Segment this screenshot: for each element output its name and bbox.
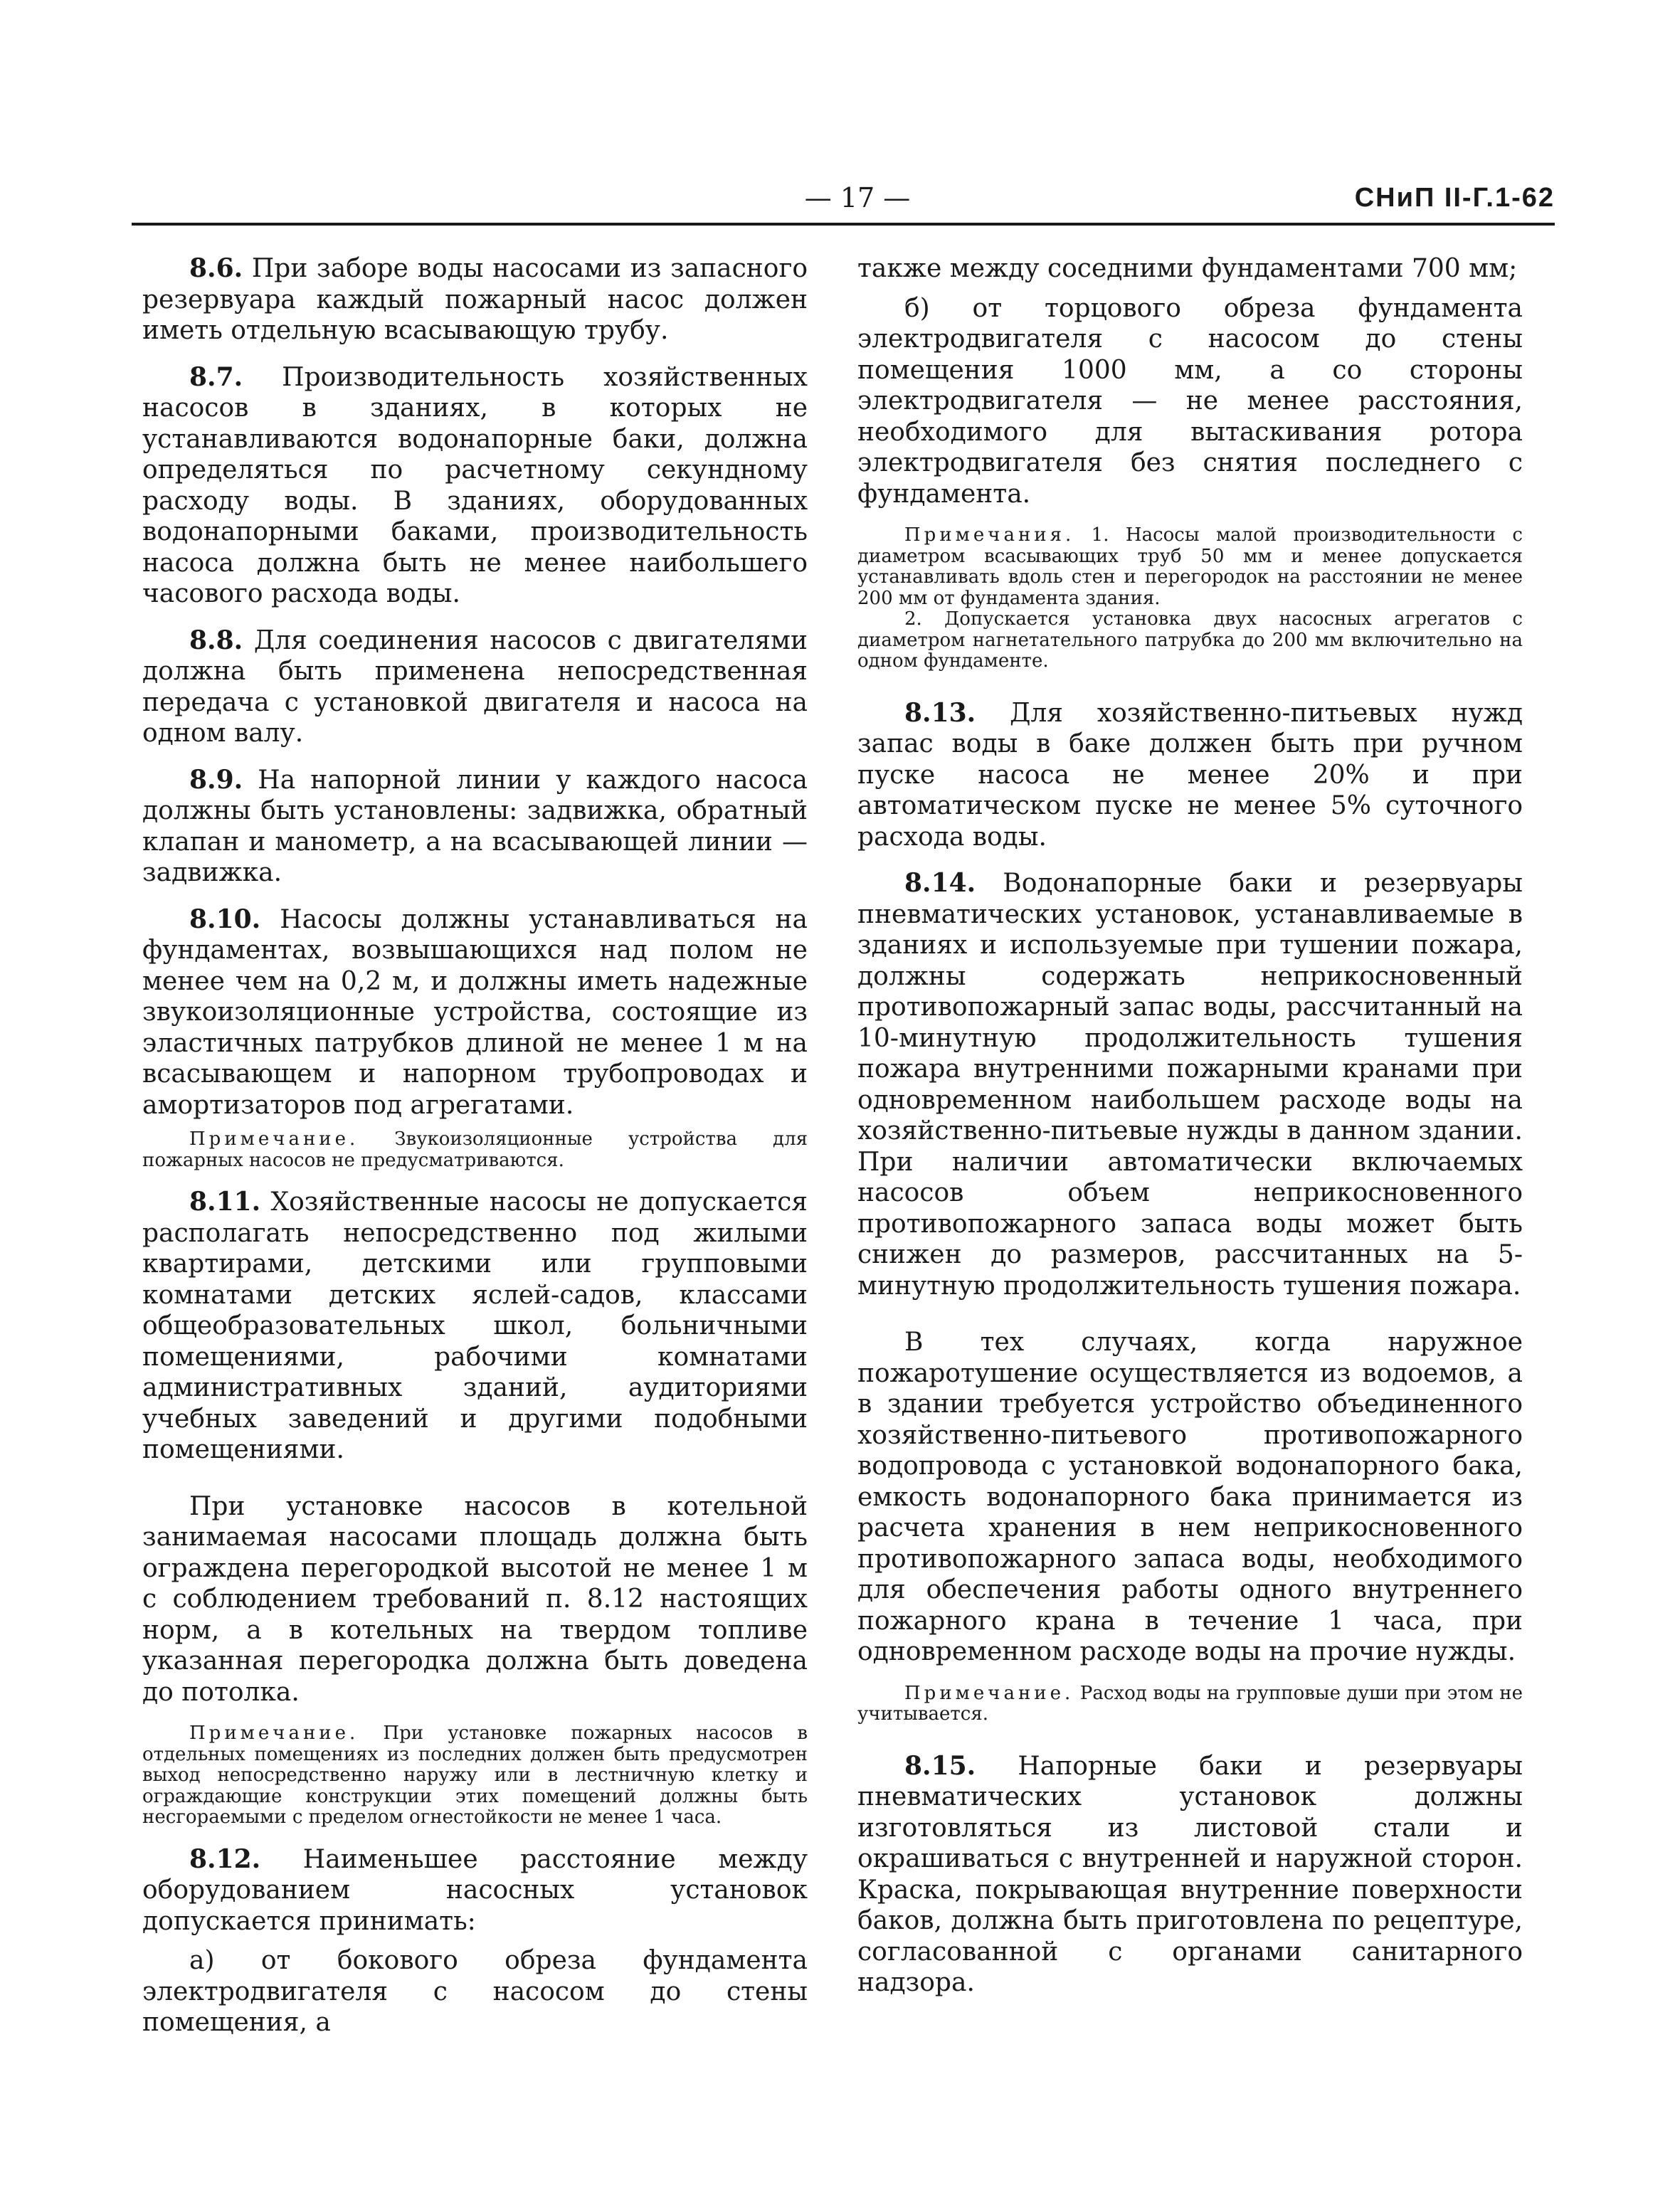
note-8-12-1: Примечания. 1. Насосы малой производительности с диаметром всасывающих труб 50 мм и менее допускается устанавливать вдоль стен и перегородок на расстоянии не менее 200 мм от фундамента здания.	[857, 524, 1523, 609]
clause-8-11: 8.11. Хозяйственные насосы не допускается располагать непосредственно под жилыми квартирами, детскими или групповыми комнатами детских яслей-садов, классами общеобразовательных школ, больничными помещениями, рабочими комнатами административных зданий, аудиториями учебных заведений и другими подобными помещениями.	[142, 1187, 808, 1464]
clause-8-8: 8.8. Для соединения насосов с двигателями должна быть применена непосредственная передача с установкой двигателя и насоса на одном валу.	[142, 625, 808, 748]
clause-8-14: 8.14. Водонапорные баки и резервуары пневматических установок, устанавливаемые в зданиях и используемые при тушении пожара, должны содержать неприкосновенный противопожарный запас воды, рассчитанный на 10-минутную продолжительность тушения пожара внутренними пожарными кранами при одновременном наибольшем расходе воды на хозяйственно-питьевые нужды в данном здании. При наличии автоматически включаемых насосов объем неприкосновенного противопожарного запаса воды может быть снижен до размеров, рассчитанных на 5-минутную продолжительность тушения пожара.	[857, 868, 1523, 1301]
document-code: СНиП II-Г.1-62	[1354, 183, 1555, 213]
header-rule	[132, 223, 1555, 226]
page-number: — 17 —	[804, 182, 911, 213]
clause-8-14-fire: В тех случаях, когда наружное пожаротушение осуществляется из водоемов, а в здании требуется устройство объединенного хозяйственно-питьевого противопожарного водопровода с установкой водонапорного бака, емкость водонапорного бака принимается из расчета хранения в нем неприкосновенного противопожарного запаса воды, необходимого для обеспечения работы одного внутреннего пожарного крана в течение 1 часа, при одновременном расходе воды на прочие нужды.	[857, 1328, 1523, 1666]
clause-8-12: 8.12. Наименьшее расстояние между оборудованием насосных установок допускается принимать:	[142, 1843, 808, 1936]
note-8-10: Примечание. Звукоизоляционные устройства для пожарных насосов не предусматриваются.	[142, 1128, 808, 1171]
clause-8-9: 8.9. На напорной линии у каждого насоса должны быть установлены: задвижка, обратный клапан и манометр, а на всасывающей линии — задвижка.	[142, 764, 808, 887]
clause-8-6: 8.6. При заборе воды насосами из запасного резервуара каждый пожарный насос должен иметь отдельную всасывающую трубу.	[142, 253, 808, 345]
left-column	[142, 253, 808, 2038]
clause-8-13: 8.13. Для хозяйственно-питьевых нужд запас воды в баке должен быть при ручном пуске насоса не менее 20% и при автоматическом пуске не менее 5% суточного расхода воды.	[857, 697, 1523, 852]
right-column	[857, 253, 1523, 1999]
clause-8-7: 8.7. Производительность хозяйственных насосов в зданиях, в которых не устанавливаются водонапорные баки, должна определяться по расчетному секундному расходу воды. В зданиях, оборудованных водонапорными баками, производительность насоса должна быть не менее наибольшего часового расхода воды.	[142, 361, 808, 608]
clause-8-11-boiler: При установке насосов в котельной занимаемая насосами площадь должна быть ограждена перегородкой высотой не менее 1 м с соблюдением требований п. 8.12 настоящих норм, а в котельных на твердом топливе указанная перегородка должна быть доведена до потолка.	[142, 1491, 808, 1707]
clause-8-12-a-continued: также между соседними фундаментами 700 мм;	[857, 254, 1518, 283]
clause-8-15: 8.15. Напорные баки и резервуары пневматических установок должны изготовляться из листовой стали и окрашиваться с внутренней и наружной сторон. Краска, покрывающая внутренние поверхности баков, должна быть приготовлена по рецептуре, согласованной с органами санитарного надзора.	[857, 1750, 1523, 1997]
clause-8-10: 8.10. Насосы должны устанавливаться на фундаментах, возвышающихся над полом не менее чем на 0,2 м, и должны иметь надежные звукоизоляционные устройства, состоящие из эластичных патрубков длиной не менее 1 м на всасывающем и напорном трубопроводах и амортизаторов под агрегатами.	[142, 904, 808, 1120]
note-8-12-2: 2. Допускается установка двух насосных агрегатов с диаметром нагнетательного патрубка до 200 мм включительно на одном фундаменте.	[857, 608, 1523, 672]
clause-8-12-a: а) от бокового обреза фундамента электродвигателя с насосом до стены помещения, а	[142, 1946, 808, 2037]
clause-8-12-b: б) от торцового обреза фундамента электродвигателя с насосом до стены помещения 1000 мм, а со стороны электродвигателя — не менее расстояния, необходимого для вытаскивания ротора электродвигателя без снятия последнего с фундамента.	[857, 293, 1523, 509]
page-header	[132, 176, 1555, 219]
note-8-14: Примечание. Расход воды на групповые души при этом не учитывается.	[857, 1682, 1523, 1725]
note-8-11: Примечание. При установке пожарных насосов в отдельных помещениях из последних должен быть предусмотрен выход непосредственно наружу или в лестничную клетку и ограждающие конструкции этих помещений должны быть несгораемыми с пределом огнестойкости не менее 1 часа.	[142, 1723, 808, 1828]
